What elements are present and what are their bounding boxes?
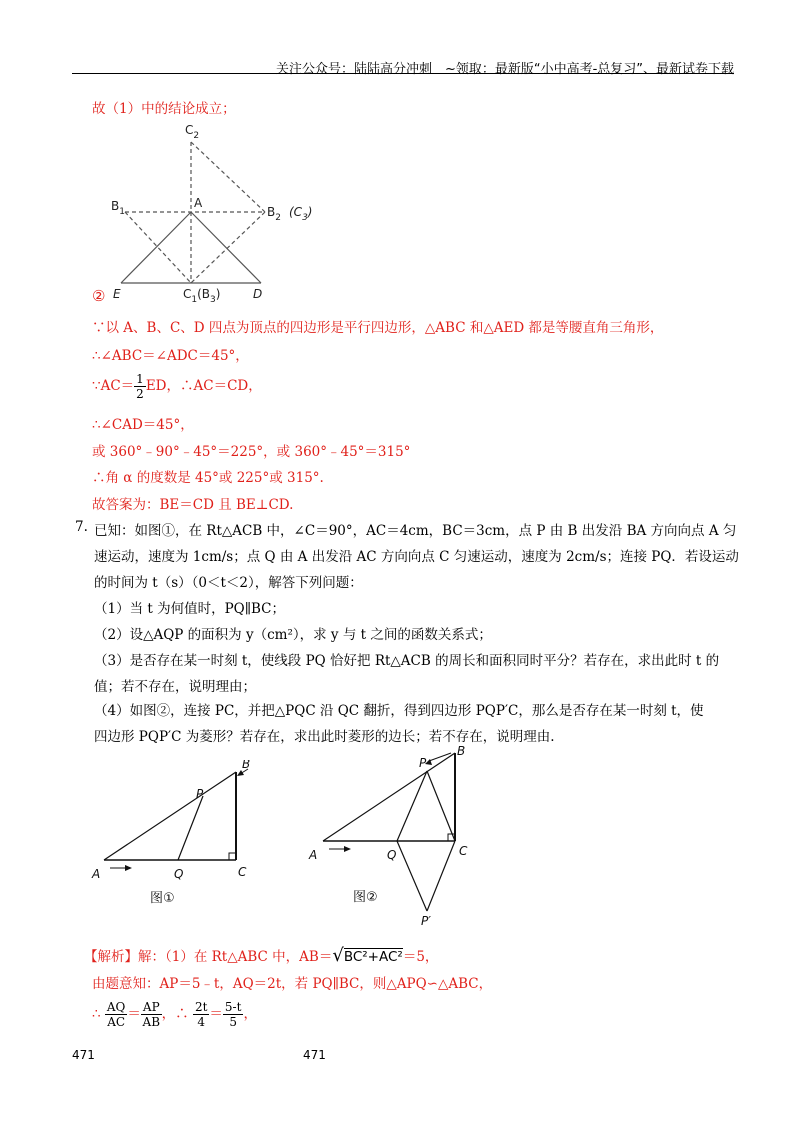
problem-line-3: 的时间为 t（s）（0＜t＜2），解答下列问题： xyxy=(94,575,363,591)
label-c1: $C_1(B_3)$ xyxy=(183,287,221,305)
problem-line-1: 已知：如图①，在 Rt△ACB 中，∠C＝90°，AC＝4cm，BC＝3cm，点 P 由 B 出发沿 BA 方向向点 A 匀 xyxy=(94,523,737,539)
fig1-label-q: Q xyxy=(174,867,184,881)
fig1-caption: 图① xyxy=(150,891,175,906)
label-a: A xyxy=(194,196,203,210)
label-b1: $B_1$ xyxy=(111,199,125,217)
problem-part-4a: （4）如图②，连接 PC，并把△PQC 沿 QC 翻折，得到四边形 PQP′C，那么是否存在某一时刻 t，使 xyxy=(94,703,704,719)
fig2-caption: 图② xyxy=(353,890,378,905)
fraction-2t-4: $\frac{2t}{4}$ xyxy=(194,1000,208,1029)
page-number-left: 471 xyxy=(72,1048,95,1062)
fig2-label-b: B xyxy=(457,745,466,758)
fig1-label-b: B xyxy=(242,760,251,771)
label-d: D xyxy=(253,287,263,301)
figure-parallelogram xyxy=(105,120,345,305)
solution-line-6: 或 360°﹣90°﹣45°＝225°，或 360°﹣45°＝315° xyxy=(92,444,411,460)
problem-number: 7. xyxy=(75,519,88,535)
page-number-center: 471 xyxy=(303,1048,326,1062)
fig1-label-p: P xyxy=(196,787,204,801)
problem-line-2: 速运动，速度为 1cm/s；点 Q 由 A 出发沿 AC 方向向点 C 匀速运动，速度为 2cm/s；连接 PQ．若设运动 xyxy=(94,549,739,565)
solution-line-2: ∵以 A、B、C、D 四点为顶点的四边形是平行四边形，△ABC 和△AED 都是等腰直角三角形， xyxy=(92,320,664,336)
problem-part-1: （1）当 t 为何值时，PQ∥BC； xyxy=(94,601,285,617)
fraction-5t-5: $\frac{5-t}{5}$ xyxy=(224,1000,242,1029)
sqrt-expression: √BC²+AC² xyxy=(332,945,403,966)
fig1-label-c: C xyxy=(238,865,247,879)
circled-two: ② xyxy=(92,287,106,305)
problem-part-3a: （3）是否存在某一时刻 t，使线段 PQ 恰好把 Rt△ACB 的周长和面积同时平分？若存在，求出此时 t 的 xyxy=(94,653,720,669)
label-c2: $C_2$ xyxy=(185,123,200,141)
problem-part-4b: 四边形 PQP′C 为菱形？若存在，求出此时菱形的边长；若不存在，说明理由. xyxy=(94,729,555,745)
solution-line-4: ∵AC＝ $\frac{1}{2}$ ED，∴AC＝CD， xyxy=(92,372,262,401)
solution-line-7: ∴角 α 的度数是 45°或 225°或 315°. xyxy=(92,470,324,486)
problem-part-3b: 值；若不存在，说明理由； xyxy=(94,679,256,695)
fraction-half: $\frac{1}{2}$ xyxy=(136,372,144,401)
solution-line-8: 故答案为：BE＝CD 且 BE⊥CD. xyxy=(92,497,294,513)
fig2-label-a: A xyxy=(309,848,318,862)
solution-line-5: ∴∠CAD＝45°， xyxy=(92,417,194,433)
fig2-label-q: Q xyxy=(387,848,397,862)
figure-1-triangle xyxy=(90,760,270,910)
fig2-label-p: P xyxy=(419,756,427,770)
header-rule xyxy=(72,73,734,74)
fraction-ap-ab: $\frac{AP}{AB}$ xyxy=(142,1000,161,1029)
figure-2-rhombus xyxy=(305,745,505,935)
analysis-line-3: ∴ $\frac{AQ}{AC}$ ＝ $\frac{AP}{AB}$ ，∴ $\frac{2t}{4}$ ＝ $\frac{5-t}{5}$ ， xyxy=(92,1000,257,1029)
label-e: E xyxy=(113,287,121,301)
analysis-line-2: 由题意知：AP＝5﹣t，AQ＝2t，若 PQ∥BC，则△APQ∽△ABC， xyxy=(92,976,493,992)
fraction-aq-ac: $\frac{AQ}{AC}$ xyxy=(106,1000,126,1029)
solution-line-3: ∴∠ABC＝∠ADC＝45°， xyxy=(92,348,249,364)
fig2-label-c: C xyxy=(459,844,468,858)
label-c3: $(C_3)$ xyxy=(289,205,313,223)
label-b2: $B_2$ xyxy=(267,205,281,223)
analysis-line-1: 【解析】解：（1）在 Rt△ABC 中，AB＝√BC²+AC²＝5， xyxy=(84,945,439,966)
fig2-label-p-prime: P′ xyxy=(421,914,431,928)
page-header: 关注公众号：陆陆高分冲刺 ~领取：最新版“小中高考-总复习”、最新试卷下载 xyxy=(275,62,734,77)
fig1-label-a: A xyxy=(92,867,101,881)
solution-line-1: 故（1）中的结论成立； xyxy=(92,101,236,117)
problem-part-2: （2）设△AQP 的面积为 y（cm²），求 y 与 t 之间的函数关系式； xyxy=(94,627,492,643)
